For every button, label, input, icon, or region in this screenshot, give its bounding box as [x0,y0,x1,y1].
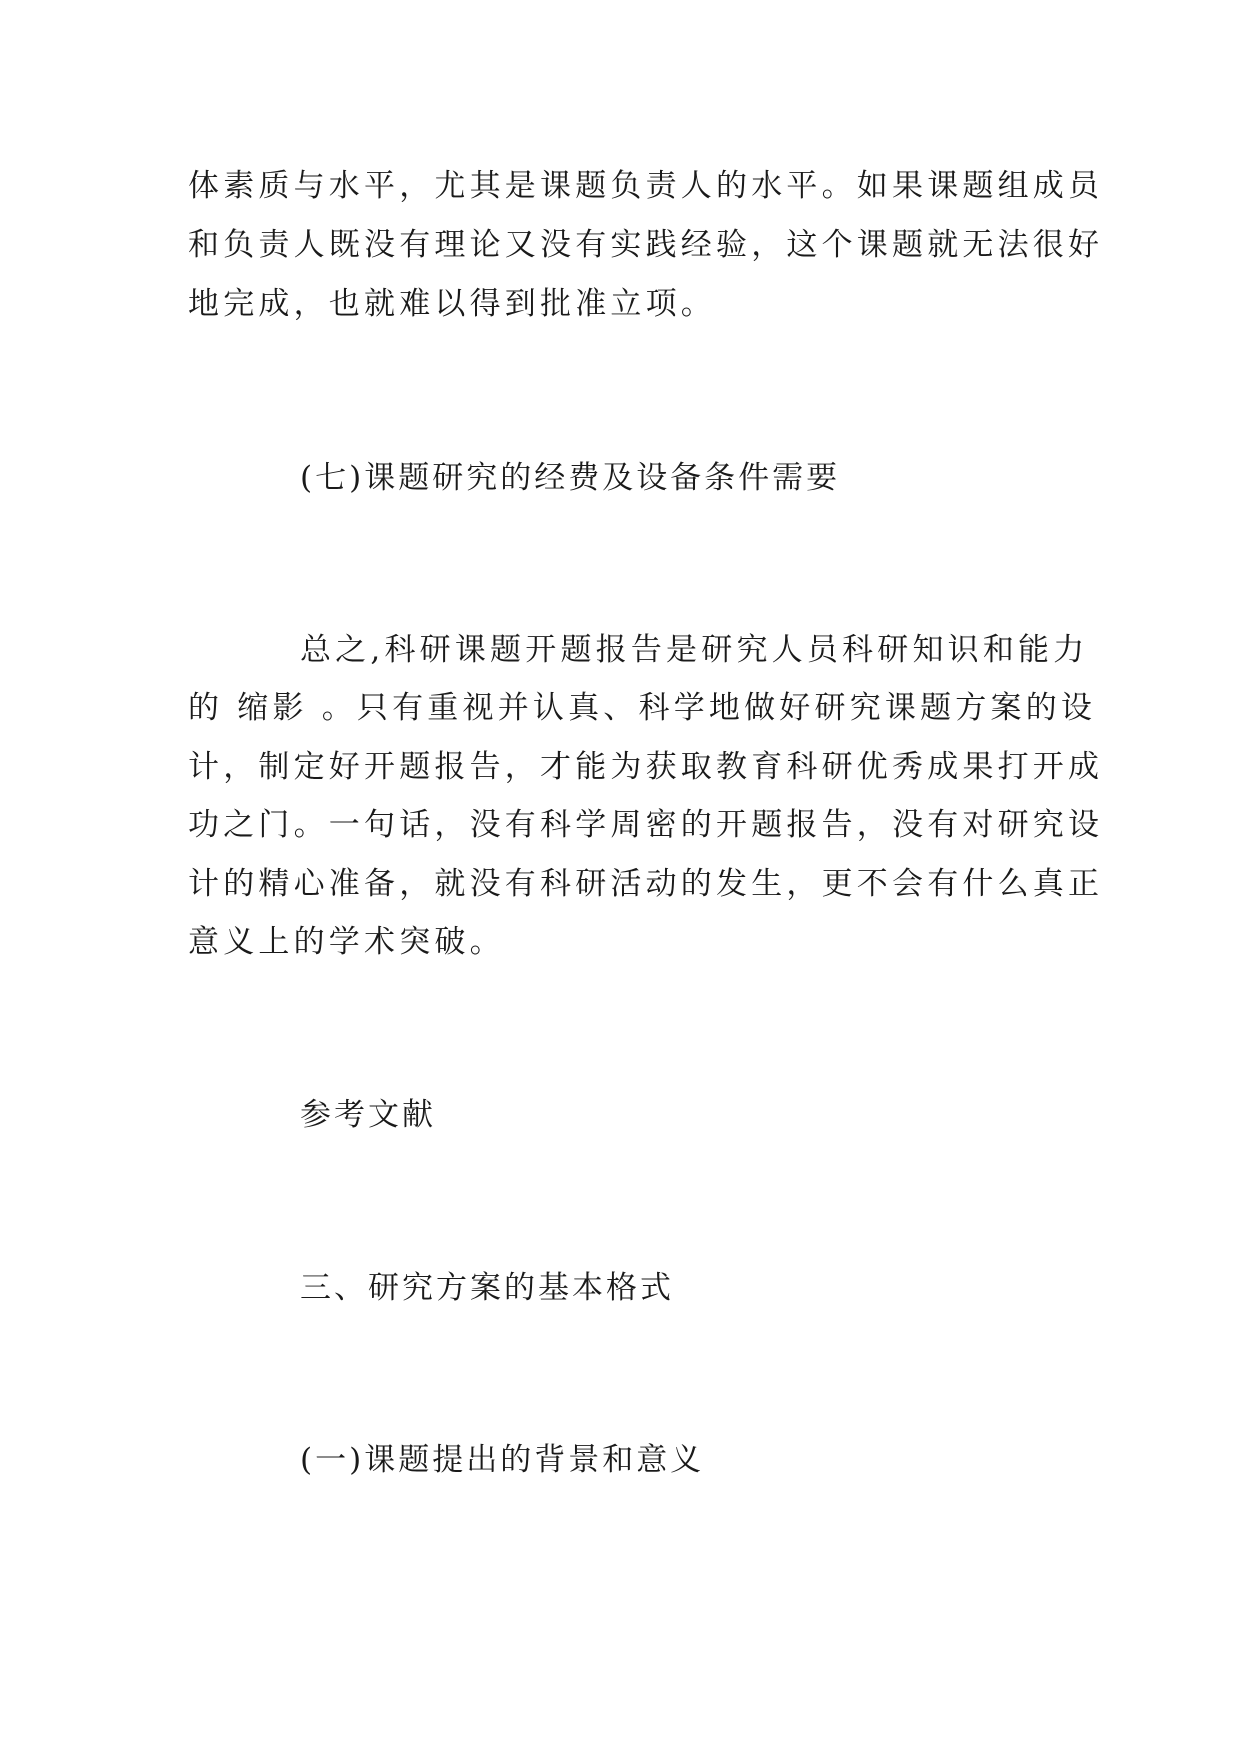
paragraph-line: 地完成，也就难以得到批准立项。 [188,286,716,322]
subsection-heading: (一)课题提出的背景和意义 [300,1442,705,1478]
paragraph-line: 计，制定好开题报告，才能为获取教育科研优秀成果打开成 [188,749,1104,785]
paragraph-line: 总之,科研课题开题报告是研究人员科研知识和能力 [300,632,1089,668]
paragraph-line: 功之门。一句话，没有科学周密的开题报告，没有对研究设 [188,807,1104,843]
paragraph-line: 和负责人既没有理论又没有实践经验，这个课题就无法很好 [188,227,1104,263]
section-heading: (七)课题研究的经费及设备条件需要 [300,460,841,496]
references-heading: 参考文献 [300,1097,436,1133]
paragraph-line: 意义上的学术突破。 [188,924,505,960]
part-heading: 三、研究方案的基本格式 [300,1270,674,1306]
paragraph-line: 的 缩影 。只有重视并认真、科学地做好研究课题方案的设 [188,690,1097,726]
paragraph-line: 体素质与水平，尤其是课题负责人的水平。如果课题组成员 [188,168,1104,204]
paragraph-line: 计的精心准备，就没有科研活动的发生，更不会有什么真正 [188,866,1104,902]
